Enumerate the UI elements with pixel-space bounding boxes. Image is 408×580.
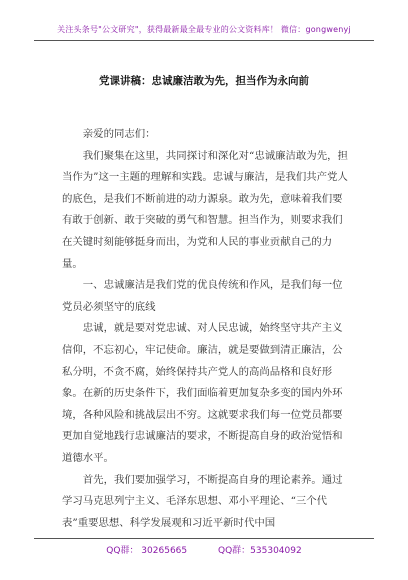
- qq-group-1: QQ群： 30265665: [106, 546, 188, 556]
- paragraph: 首先，我们要加强学习，不断提高自身的理论素养。通过学习马克思列宁主义、毛泽东思想、邓小平理论、“三个代表”重要思想、科学发展观和习近平新时代中国: [62, 473, 343, 529]
- footer: [0, 543, 408, 556]
- document-title: 党课讲稿：忠诚廉洁敢为先，担当作为永向前: [99, 75, 309, 87]
- paragraph: 忠诚，就是要对党忠诚、对人民忠诚，始终坚守共产主义信仰，不忘初心，牢记使命。廉洁，就是要做到清正廉洁，公私分明，不贪不腐，始终保持共产党人的高尚品格和良好形象。在新的历史条件下，我们面临着更加复杂多变的国内外环境，各种风险和挑战层出不穷。这就要求我们每一位党员都要更加自觉地践行忠诚廉洁的要求，不断提高自身的政治觉悟和道德水平。: [62, 322, 343, 464]
- qq-group-2: QQ群：535304092: [218, 546, 302, 556]
- header-banner: 关注头条号"公文研究"，获得最新最全最专业的公文资料库！ 微信：gongwenyj: [57, 25, 351, 34]
- footer-divider: [34, 538, 374, 539]
- salutation: 亲爱的同志们：: [82, 128, 156, 140]
- header-divider: [34, 40, 374, 41]
- document-body: [62, 124, 352, 534]
- paragraph: 我们聚集在这里，共同探讨和深化对“忠诚廉洁敢为先，担当作为”这一主题的理解和实践。忠诚与廉洁，是我们共产党人的底色，是我们不断前进的动力源泉。敢为先，意味着我们要有敢于创新、敢于突破的勇气和智慧。担当作为，则要求我们在关键时刻能够挺身而出，为党和人民的事业贡献自己的力量。: [62, 149, 348, 270]
- section-heading: 一、忠诚廉洁是我们党的优良传统和作风，是我们每一位党员必须坚守的底线: [62, 279, 343, 313]
